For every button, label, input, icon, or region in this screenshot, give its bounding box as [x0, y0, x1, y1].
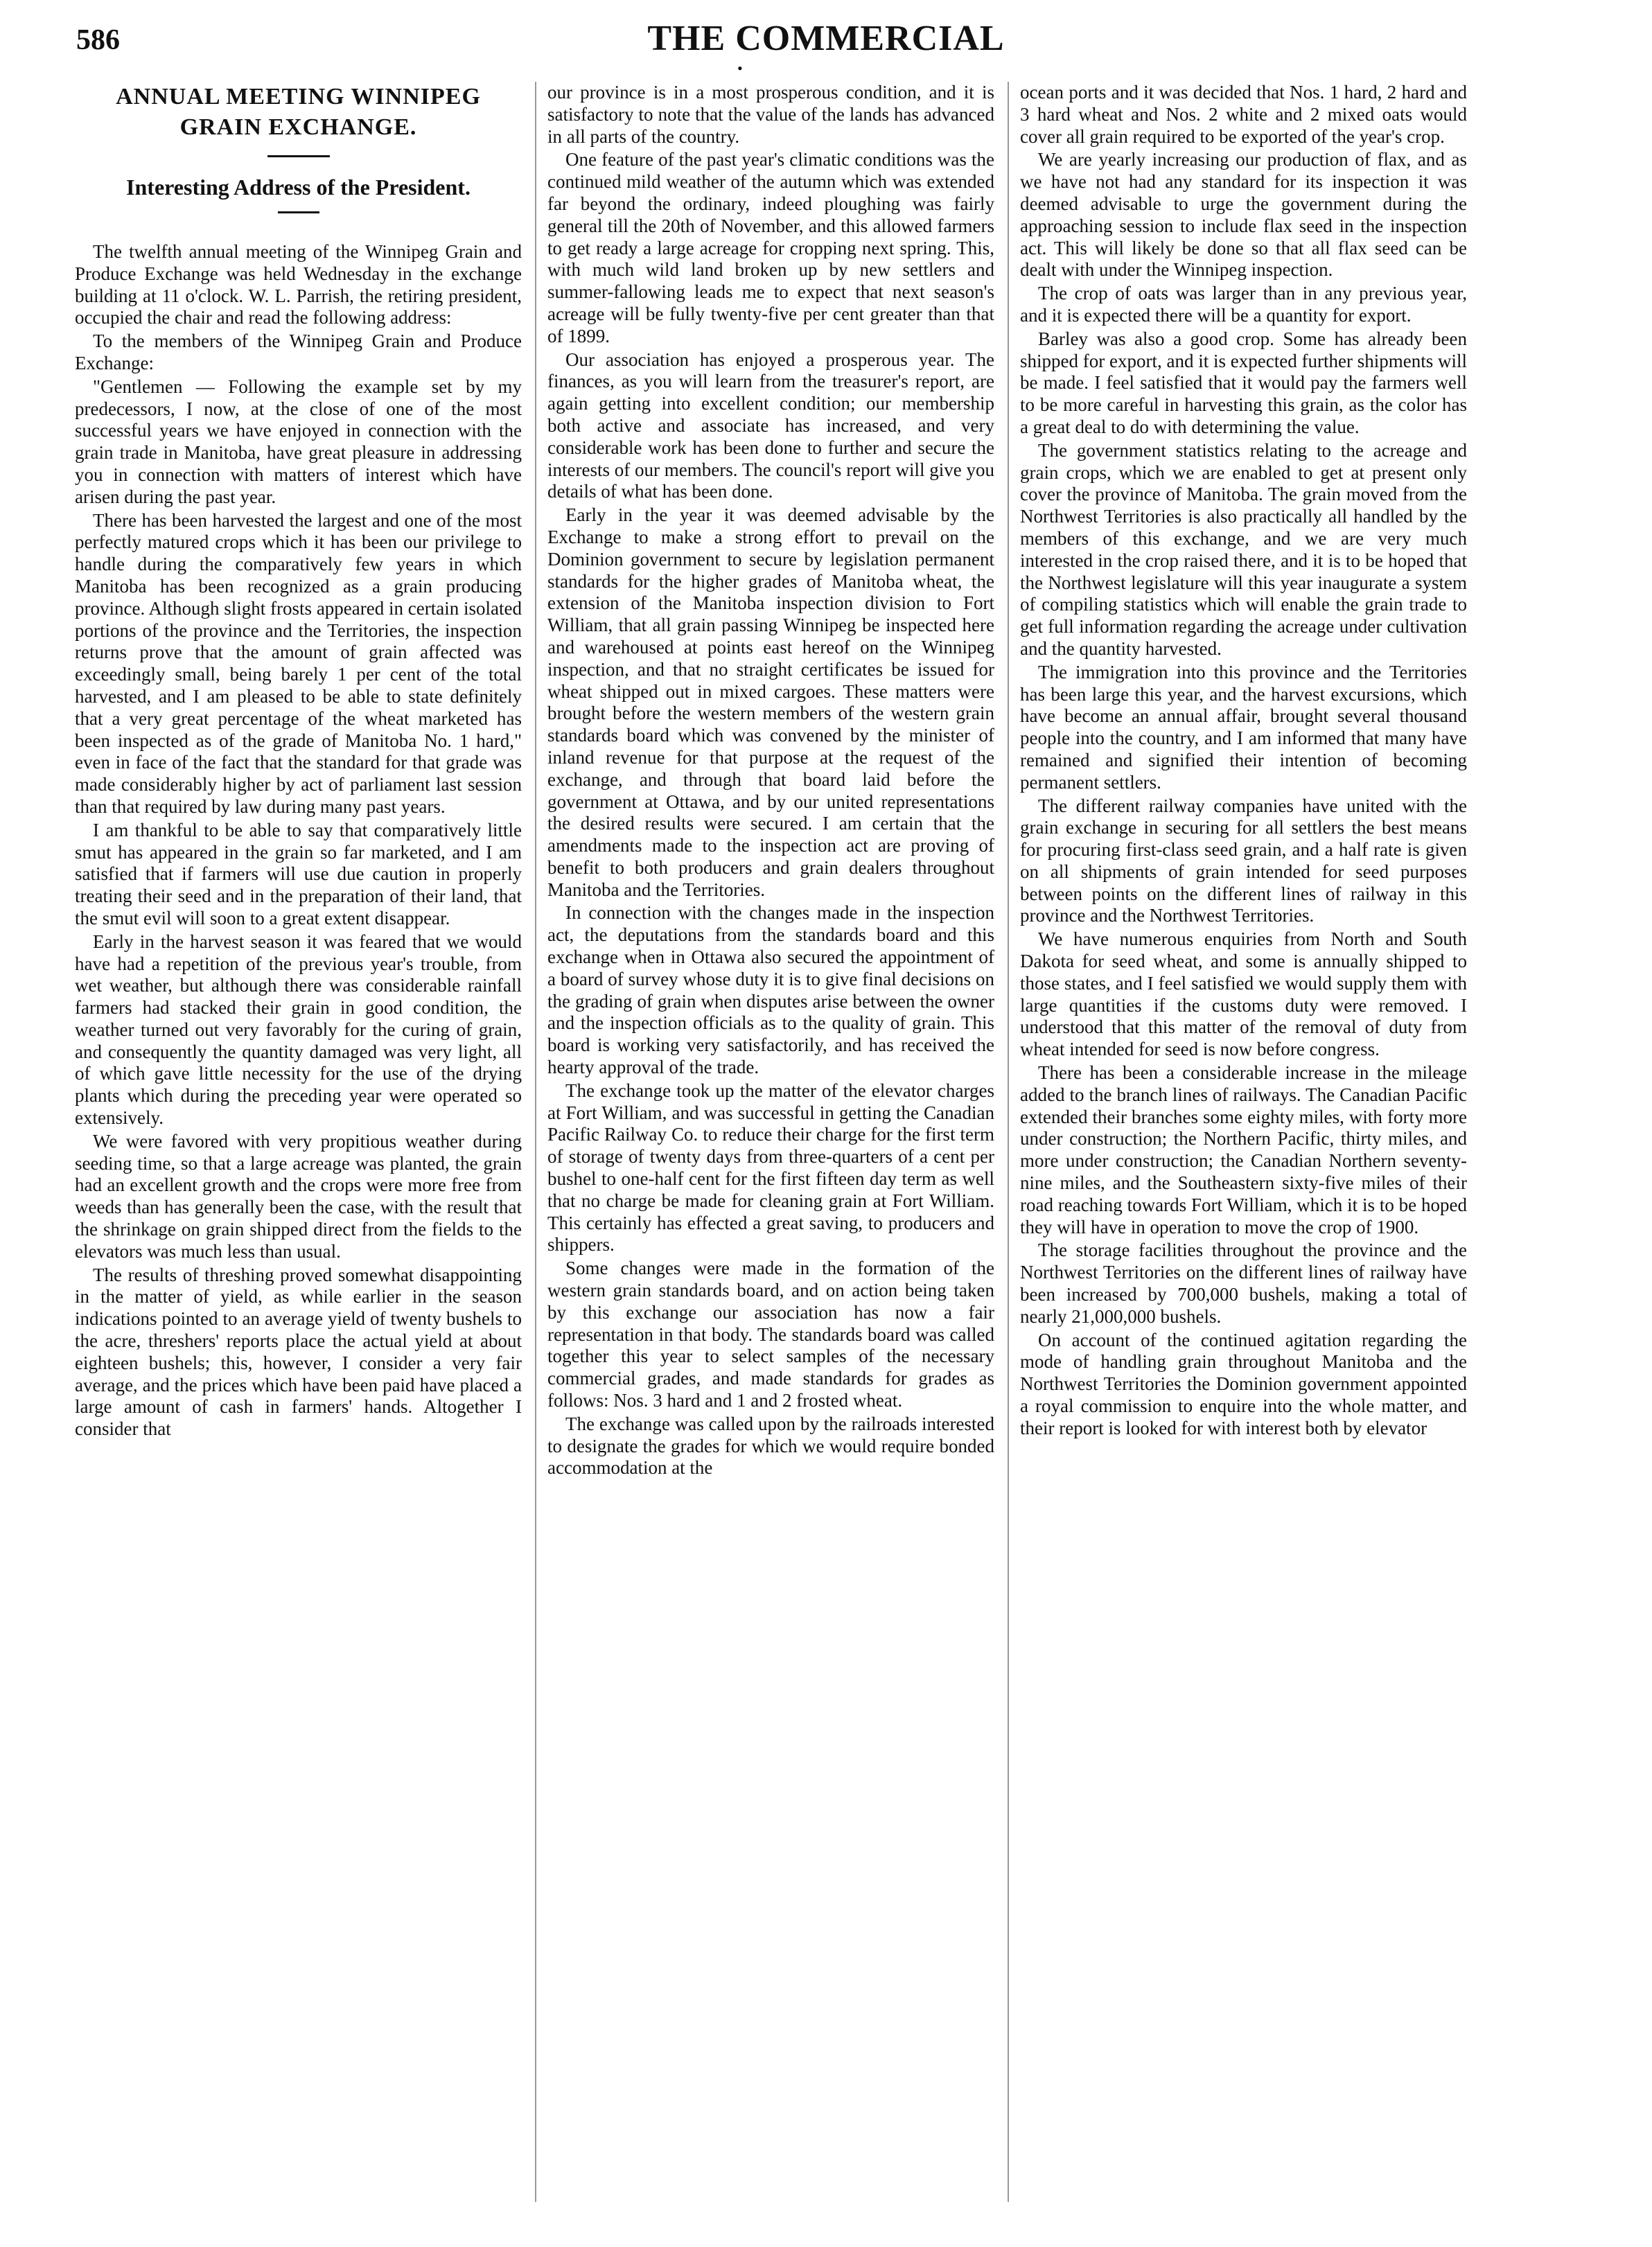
paragraph: The immigration into this province and the Territories has been large this year, and the harvest excursions, which have become an annual affair, brought several thousand people into the country, and I am informed that many have remained and signified their intention of becoming permanent settlers. [1020, 661, 1467, 793]
paragraph: The crop of oats was larger than in any previous year, and it is expected there will be a quantity for export. [1020, 283, 1467, 326]
headline-rule [267, 155, 330, 157]
paragraph: We were favored with very propitious weather during seeding time, so that a large acreage was planted, the grain had an excellent growth and the crops were more free from weeds than has generally been the case, with the result that the shrinkage on grain shipped direct from the fields to the elevators was much less than usual. [75, 1130, 522, 1262]
paragraph: Barley was also a good crop. Some has already been shipped for export, and it is expected further shipments will be made. I feel satisfied that it would pay the farmers well to be more careful in harvesting this grain, as the color has a great deal to do with determining the value. [1020, 328, 1467, 437]
paragraph: "Gentlemen — Following the example set by my predecessors, I now, at the close of one of the most successful years we have enjoyed in connection with the grain trade in Manitoba, have great pleasure in addressing you in connection with matters of interest which have arisen during the past year. [75, 376, 522, 507]
paragraph: The storage facilities throughout the province and the Northwest Territories on the different lines of railway have been increased by 700,000 bushels, making a total of nearly 21,000,000 bushels. [1020, 1240, 1467, 1327]
article-headline: ANNUAL MEETING WINNIPEG GRAIN EXCHANGE. [116, 84, 481, 140]
column-1 [75, 82, 522, 2216]
page-number: 586 [76, 24, 120, 56]
paragraph: The twelfth annual meeting of the Winnipeg Grain and Produce Exchange was held Wednesday in the exchange building at 11 o'clock. W. L. Parrish, the retiring president, occupied the chair and read the following address: [75, 241, 522, 328]
paragraph: The exchange took up the matter of the elevator charges at Fort William, and was successful in getting the Canadian Pacific Railway Co. to reduce their charge for the first term of storage of twenty days from three-quarters of a cent per bushel to one-half cent for the first fifteen day term as well that no charge be made for cleaning grain at Fort William. This certainly has effected a great saving, to producers and shippers. [547, 1080, 994, 1255]
paragraph: The results of threshing proved somewhat disappointing in the matter of yield, as while earlier in the season indications pointed to an average yield of twenty bushels to the acre, threshers' reports place the actual yield at about eighteen bushels; this, however, I consider a very fair average, and the prices which have been paid have placed a large amount of cash in farmers' hands. Altogether I consider that [75, 1264, 522, 1440]
column-3 [1020, 82, 1467, 2216]
paragraph: I am thankful to be able to say that comparatively little smut has appeared in the grain so far marketed, and I am satisfied that if farmers will use due caution in properly treating their seed and in the preparation of their land, that the smut evil will soon to a great extent disappear. [75, 819, 522, 928]
publication-title: THE COMMERCIAL [647, 19, 1005, 58]
subheadline-rule [278, 211, 319, 213]
paragraph: In connection with the changes made in the inspection act, the deputations from the standards board and this exchange when in Ottawa also secured the appointment of a board of survey whose duty it is to give final decisions on the grading of grain when disputes arise between the owner and the inspection officials as to the quality of grain. This board is working very satisfactorily, and has received the hearty approval of the trade. [547, 902, 994, 1078]
paragraph: One feature of the past year's climatic conditions was the continued mild weather of the autumn which was extended far beyond the ordinary, indeed ploughing was fairly general till the 20th of November, and this allowed farmers to get ready a large acreage for cropping next spring. This, with much wild land broken up by new settlers and summer-fallowing leads me to expect that next season's acreage will be fully twenty-five per cent greater than that of 1899. [547, 149, 994, 346]
column-2 [547, 82, 994, 2216]
paragraph: We have numerous enquiries from North and South Dakota for seed wheat, and some is annually shipped to those states, and I feel satisfied we would supply them with large quantities if the customs duty were removed. I understood that this matter of the removal of duty from wheat intended for seed is now before congress. [1020, 928, 1467, 1060]
article-columns [75, 82, 1468, 2216]
ornament-dot: • [737, 60, 743, 77]
paragraph: The exchange was called upon by the railroads interested to designate the grades for which we would require bonded accommodation at the [547, 1413, 994, 1479]
paragraph: We are yearly increasing our production of flax, and as we have not had any standard for its inspection it was deemed advisable to urge the government during the approaching session to include flax seed in the inspection act. This will likely be done so that all flax seed can be dealt with under the Winnipeg inspection. [1020, 149, 1467, 281]
paragraph: Early in the year it was deemed advisable by the Exchange to make a strong effort to prevail on the Dominion government to secure by legislation permanent standards for the higher grades of Manitoba wheat, the extension of the Manitoba inspection division to Fort William, that all grain passing Winnipeg be inspected here and warehoused at points east hereof on the Winnipeg inspection, and that no straight certificates be issued for wheat shipped out in mixed cargoes. These matters were brought before the western members of the western grain standards board which was convened by the minister of inland revenue for that purpose at the request of the exchange, and through that board laid before the government at Ottawa, and by our united representations the desired results were secured. I am certain that the amendments made to the inspection act are proving of benefit to both producers and grain dealers throughout Manitoba and the Territories. [547, 504, 994, 900]
paragraph: Some changes were made in the formation of the western grain standards board, and on action being taken by this exchange our association has now a fair representation in that body. The standards board was called together this year to select samples of the necessary commercial grades, and made standards for grades as follows: Nos. 3 hard and 1 and 2 frosted wheat. [547, 1258, 994, 1411]
paragraph: Early in the harvest season it was feared that we would have had a repetition of the previous year's trouble, from wet weather, but although there was considerable rainfall farmers had stacked their grain in good condition, the weather turned out very favorably for the curing of grain, and consequently the quantity damaged was very light, all of which gave little necessity for the use of the drying plants which during the preceding year were operated so extensively. [75, 931, 522, 1129]
paragraph: On account of the continued agitation regarding the mode of handling grain throughout Manitoba and the Northwest Territories the Dominion government appointed a royal commission to enquire into the whole matter, and their report is looked for with interest both by elevator [1020, 1329, 1467, 1438]
paragraph: The different railway companies have united with the grain exchange in securing for all settlers the best means for procuring first-class seed grain, and a half rate is given on all shipments of grain intended for seed purposes between points on the different lines of railway in this province and the Northwest Territories. [1020, 795, 1467, 926]
salutation: To the members of the Winnipeg Grain and Produce Exchange: [75, 331, 522, 373]
paragraph: ocean ports and it was decided that Nos. 1 hard, 2 hard and 3 hard wheat and Nos. 2 white and 2 mixed oats would cover all grain required to be exported of the year's crop. [1020, 82, 1467, 147]
paragraph: There has been a considerable increase in the mileage added to the branch lines of railways. The Canadian Pacific extended their branches some eighty miles, with forty more under construction; the Northern Pacific, thirty miles, and more under construction; the Canadian Northern seventy-nine miles, and the Southeastern sixty-five miles of their road reaching towards Fort William, which it is to be hoped they will have in operation to move the crop of 1900. [1020, 1062, 1467, 1237]
paragraph: our province is in a most prosperous condition, and it is satisfactory to note that the value of the lands has advanced in all parts of the country. [547, 82, 994, 147]
paragraph: Our association has enjoyed a prosperous year. The finances, as you will learn from the treasurer's report, are again getting into excellent condition; our membership both active and associate has increased, and very considerable work has been done to further and secure the interests of our members. The council's report will give you details of what has been done. [547, 349, 994, 502]
article-subheadline: Interesting Address of the President. [126, 175, 471, 200]
paragraph: The government statistics relating to the acreage and grain crops, which we are enabled to get at present only cover the province of Manitoba. The grain moved from the Northwest Territories is also practically all handled by the members of this exchange, and we are very much interested in the crop raised there, and it is to be hoped that the Northwest legislature will this year inaugurate a system of compiling statistics which will enable the grain trade to get full information regarding the acreage under cultivation and the quantity harvested. [1020, 439, 1467, 659]
paragraph: There has been harvested the largest and one of the most perfectly matured crops which it has been our privilege to handle during the comparatively few years in which Manitoba has been recognized as a grain producing province. Although slight frosts appeared in certain isolated portions of the province and the Territories, the inspection returns prove that the amount of grain affected was exceedingly small, being barely 1 per cent of the total harvested, and I am pleased to be able to state definitely that a very great percentage of the wheat marketed has been inspected as of the grade of Manitoba No. 1 hard," even in face of the fact that the standard for that grade was made considerably higher by act of parliament last session than that required by law during many past years. [75, 509, 522, 817]
